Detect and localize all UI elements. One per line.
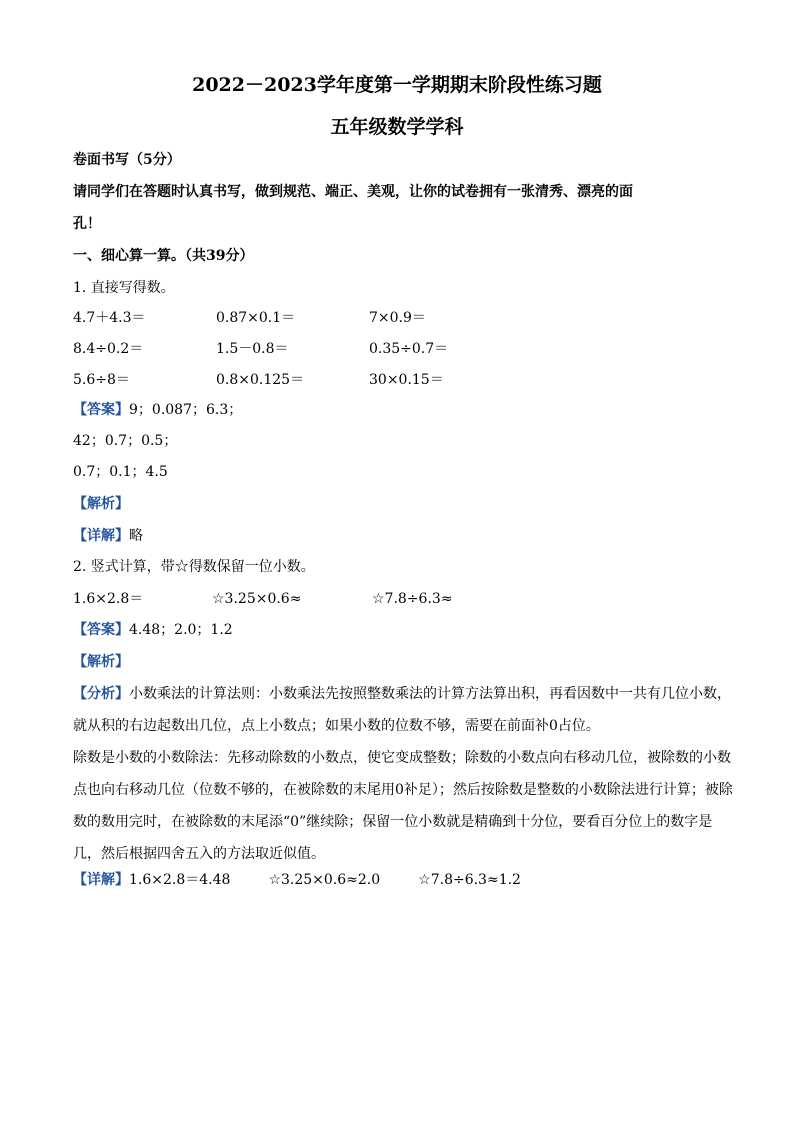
q2-answer-text: 4.48；2.0；1.2 xyxy=(129,622,233,638)
q2-prompt: 2. 竖式计算，带☆得数保留一位小数。 xyxy=(73,559,315,575)
q1-detail-text: 略 xyxy=(129,528,143,544)
handwriting-instruction-1: 请同学们在答题时认真书写，做到规范、端正、美观，让你的试卷拥有一张清秀、漂亮的面 xyxy=(73,184,633,200)
q2-fenxi-text: 小数乘法的计算法则：小数乘法先按照整数乘法的计算方法算出积，再看因数中一共有几位小数，就从积的右边起数出几位，点上小数点；如果小数的位数不够，需要在前面补0占位。 xyxy=(73,686,731,734)
q2-answer xyxy=(73,620,233,640)
handwriting-heading: 卷面书写（5分） xyxy=(73,152,181,168)
q2-detail-item: ☆3.25×0.6≈2.0 xyxy=(268,872,381,888)
q1-analysis-tag: 【解析】 xyxy=(73,496,129,512)
answer-tag: 【答案】 xyxy=(73,402,129,418)
detail-tag: 【详解】 xyxy=(73,872,129,888)
q2-item: 1.6×2.8＝ xyxy=(73,591,144,607)
q1-item: 7×0.9＝ xyxy=(369,310,426,326)
q2-detail xyxy=(73,870,521,890)
section-1-heading: 一、细心算一算。（共39分） xyxy=(73,248,254,264)
q2-item: ☆3.25×0.6≈ xyxy=(212,591,302,607)
q1-item: 5.6÷8＝ xyxy=(73,372,130,388)
q1-answer-line-1: 9；0.087；6.3； xyxy=(129,402,243,418)
handwriting-instruction-2: 孔！ xyxy=(73,216,101,232)
q2-division-text: 除数是小数的小数除法：先移动除数的小数点，使它变成整数；除数的小数点向右移动几位，被除数的小数点也向右移动几位（位数不够的，在被除数的末尾用0补足）；然后按除数是整数的小数除法进行计算；被除数的数用完时，在被除数的末尾添“0”继续除；保留一位小数就是精确到十分位，要看百分位上的数字是几，然后根据四舍五入的方法取近似值。 xyxy=(73,750,733,862)
q2-item: ☆7.8÷6.3≈ xyxy=(372,591,453,607)
answer-tag: 【答案】 xyxy=(73,622,129,638)
q1-item: 8.4÷0.2＝ xyxy=(73,341,144,357)
q1-prompt: 1. 直接写得数。 xyxy=(73,280,175,296)
q1-item: 0.87×0.1＝ xyxy=(216,310,296,326)
q1-item: 0.8×0.125＝ xyxy=(216,372,305,388)
q2-detail-item: 1.6×2.8＝4.48 xyxy=(129,872,231,888)
q1-item: 4.7＋4.3＝ xyxy=(73,310,146,326)
detail-tag: 【详解】 xyxy=(73,528,129,544)
q2-fenxi-paragraph xyxy=(73,678,733,742)
q1-item: 1.5－0.8＝ xyxy=(216,341,289,357)
fenxi-tag: 【分析】 xyxy=(73,686,129,702)
q2-detail-item: ☆7.8÷6.3≈1.2 xyxy=(418,872,521,888)
q1-answer-line-2: 42；0.7；0.5； xyxy=(73,433,178,449)
document-subtitle: 五年级数学学科 xyxy=(330,116,464,138)
q1-answer xyxy=(73,400,242,420)
document-title: 2022－2023学年度第一学期期末阶段性练习题 xyxy=(192,74,602,96)
q1-item: 0.35÷0.7＝ xyxy=(369,341,449,357)
q2-analysis-tag: 【解析】 xyxy=(73,654,129,670)
q2-division-paragraph xyxy=(73,742,733,870)
q1-answer-line-3: 0.7；0.1；4.5 xyxy=(73,464,168,480)
q1-item: 30×0.15＝ xyxy=(369,372,444,388)
q1-detail xyxy=(73,526,143,546)
